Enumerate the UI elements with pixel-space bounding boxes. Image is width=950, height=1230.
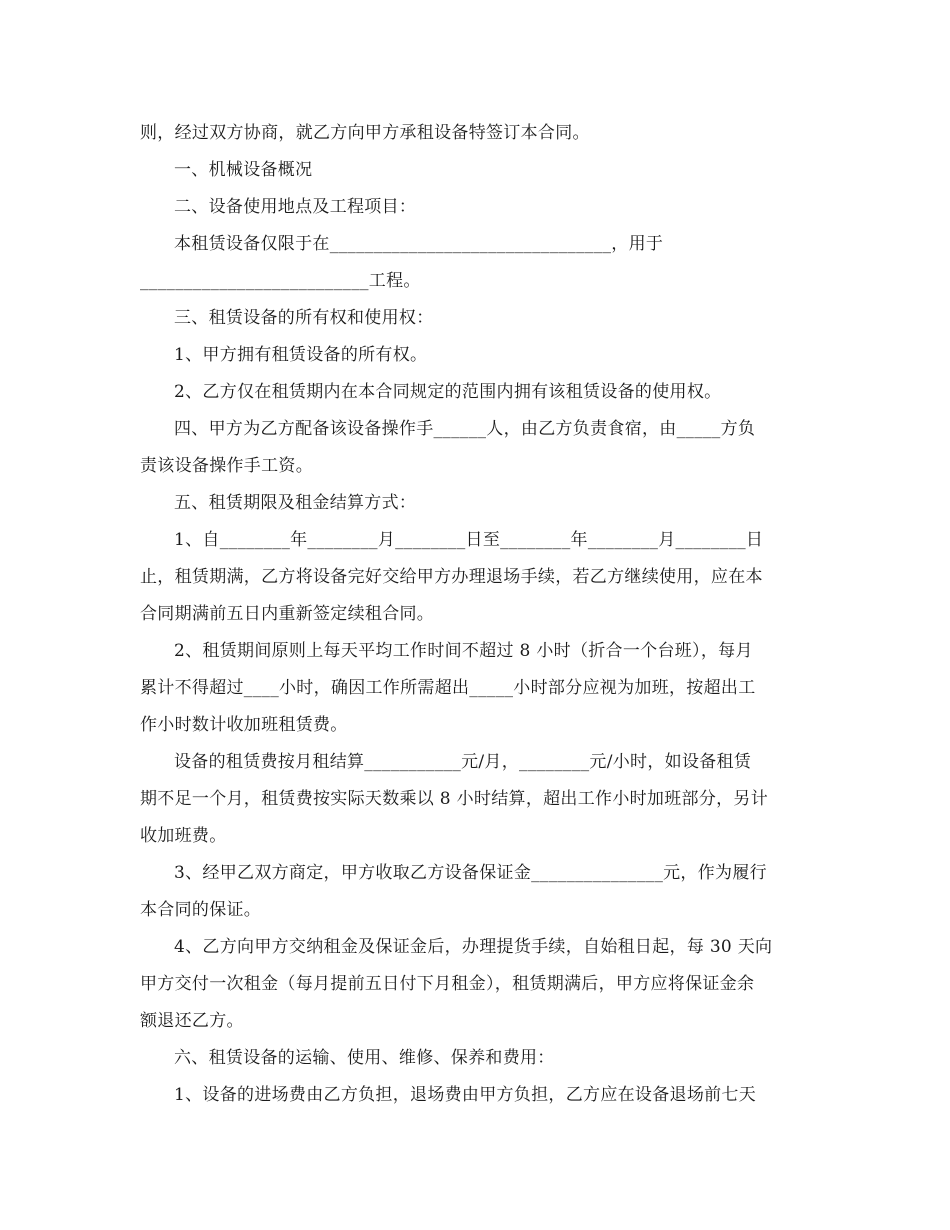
section-heading-location: 二、设备使用地点及工程项目： xyxy=(174,197,417,217)
section-heading-equipment: 一、机械设备概况 xyxy=(174,160,313,180)
text-line: 3、经甲乙双方商定，甲方收取乙方设备保证金_______________元，作为履行 xyxy=(174,863,767,883)
text-line: 4、乙方向甲方交纳租金及保证金后，办理提货手续，自始租日起，每 30 天向 xyxy=(174,937,773,957)
text-line: 本租赁设备仅限于在________________________________，用于 xyxy=(174,234,664,254)
text-line: 1、设备的进场费由乙方负担，退场费由甲方负担，乙方应在设备退场前七天 xyxy=(174,1085,757,1105)
text-line: 期不足一个月，租赁费按实际天数乘以 8 小时结算，超出工作小时加班部分，另计 xyxy=(140,789,769,809)
text-line: 则，经过双方协商，就乙方向甲方承租设备特签订本合同。 xyxy=(140,123,590,143)
text-line: 甲方交付一次租金（每月提前五日付下月租金），租赁期满后，甲方应将保证金余 xyxy=(140,974,755,994)
text-line: 责该设备操作手工资。 xyxy=(140,456,313,476)
section-heading-ownership: 三、租赁设备的所有权和使用权： xyxy=(174,308,434,328)
text-line: 1、甲方拥有租赁设备的所有权。 xyxy=(174,345,428,365)
text-line: 额退还乙方。 xyxy=(140,1011,244,1031)
section-heading-operator: 四、甲方为乙方配备该设备操作手______人，由乙方负责食宿，由_____方负 xyxy=(174,419,756,439)
text-line: 2、租赁期间原则上每天平均工作时间不超过 8 小时（折合一个台班），每月 xyxy=(174,641,753,661)
text-line: 1、自________年________月________日至________年________月________日 xyxy=(174,530,764,550)
text-line: 止，租赁期满，乙方将设备完好交给甲方办理退场手续，若乙方继续使用，应在本 xyxy=(140,567,763,587)
section-heading-transport: 六、租赁设备的运输、使用、维修、保养和费用： xyxy=(174,1048,555,1068)
text-line: 合同期满前五日内重新签定续租合同。 xyxy=(140,604,435,624)
text-line: 本合同的保证。 xyxy=(140,900,262,920)
text-line: __________________________工程。 xyxy=(140,271,421,291)
text-line: 设备的租赁费按月租结算___________元/月，________元/小时，如设备租赁 xyxy=(174,752,752,772)
text-line: 作小时数计收加班租赁费。 xyxy=(140,715,348,735)
text-line: 收加班费。 xyxy=(140,826,227,846)
contract-body xyxy=(140,115,820,1114)
text-line: 2、乙方仅在租赁期内在本合同规定的范围内拥有该租赁设备的使用权。 xyxy=(174,382,722,402)
section-heading-term: 五、租赁期限及租金结算方式： xyxy=(174,493,417,513)
text-line: 累计不得超过____小时，确因工作所需超出_____小时部分应视为加班，按超出工 xyxy=(140,678,756,698)
